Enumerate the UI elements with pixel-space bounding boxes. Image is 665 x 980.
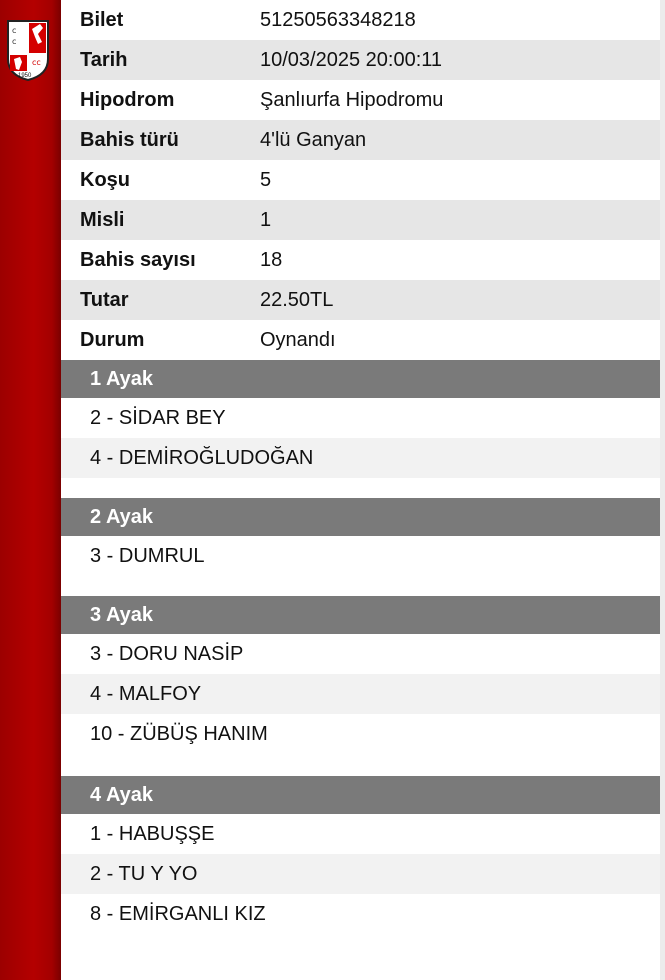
info-value: 4'lü Ganyan <box>260 128 367 151</box>
horse-row: 3 - DUMRUL <box>90 544 205 567</box>
info-row <box>61 280 660 320</box>
info-label: Bahis türü <box>80 128 179 151</box>
svg-text:c: c <box>12 37 17 46</box>
horse-row: 8 - EMİRGANLI KIZ <box>90 902 266 925</box>
info-value: 1 <box>260 208 272 231</box>
info-label: Bilet <box>80 8 124 31</box>
leg-spacer <box>61 478 660 498</box>
info-value: Şanlıurfa Hipodromu <box>260 88 444 111</box>
horse-row: 2 - TU Y YO <box>61 854 660 894</box>
leg-header: 4 Ayak <box>61 776 660 814</box>
ticket-detail-panel <box>61 0 660 980</box>
info-value: 51250563348218 <box>260 8 416 31</box>
info-row <box>61 160 660 200</box>
info-row <box>61 240 660 280</box>
info-value: 18 <box>260 248 283 271</box>
leg-header: 1 Ayak <box>61 360 660 398</box>
leg-spacer <box>61 576 660 596</box>
info-row <box>61 320 660 360</box>
info-value: 22.50TL <box>260 288 334 311</box>
info-label: Durum <box>80 328 145 351</box>
info-row <box>61 200 660 240</box>
info-label: Bahis sayısı <box>80 248 196 271</box>
info-value: Oynandı <box>260 328 336 351</box>
side-bar <box>0 0 61 980</box>
leg-header: 3 Ayak <box>61 596 660 634</box>
info-label: Koşu <box>80 168 130 191</box>
svg-text:cc: cc <box>32 58 41 67</box>
info-value: 5 <box>260 168 272 191</box>
info-row <box>61 80 660 120</box>
jockey-club-logo-icon <box>4 19 52 81</box>
info-row <box>61 0 660 40</box>
info-value: 10/03/2025 20:00:11 <box>260 48 443 71</box>
horse-row: 1 - HABUŞŞE <box>90 822 215 845</box>
horse-row: 4 - DEMİROĞLUDOĞAN <box>61 438 660 478</box>
info-label: Misli <box>80 208 125 231</box>
horse-row: 10 - ZÜBÜŞ HANIM <box>90 722 268 745</box>
svg-text:c: c <box>12 26 17 35</box>
info-row <box>61 40 660 80</box>
leg-header: 2 Ayak <box>61 498 660 536</box>
logo-year: 1950 <box>18 73 32 79</box>
info-label: Tutar <box>80 288 129 311</box>
horse-row: 3 - DORU NASİP <box>90 642 244 665</box>
info-label: Tarih <box>80 48 128 71</box>
info-label: Hipodrom <box>80 88 175 111</box>
horse-row: 4 - MALFOY <box>61 674 660 714</box>
leg-spacer <box>61 754 660 776</box>
info-row <box>61 120 660 160</box>
horse-row: 2 - SİDAR BEY <box>90 406 226 429</box>
right-edge <box>660 0 665 980</box>
